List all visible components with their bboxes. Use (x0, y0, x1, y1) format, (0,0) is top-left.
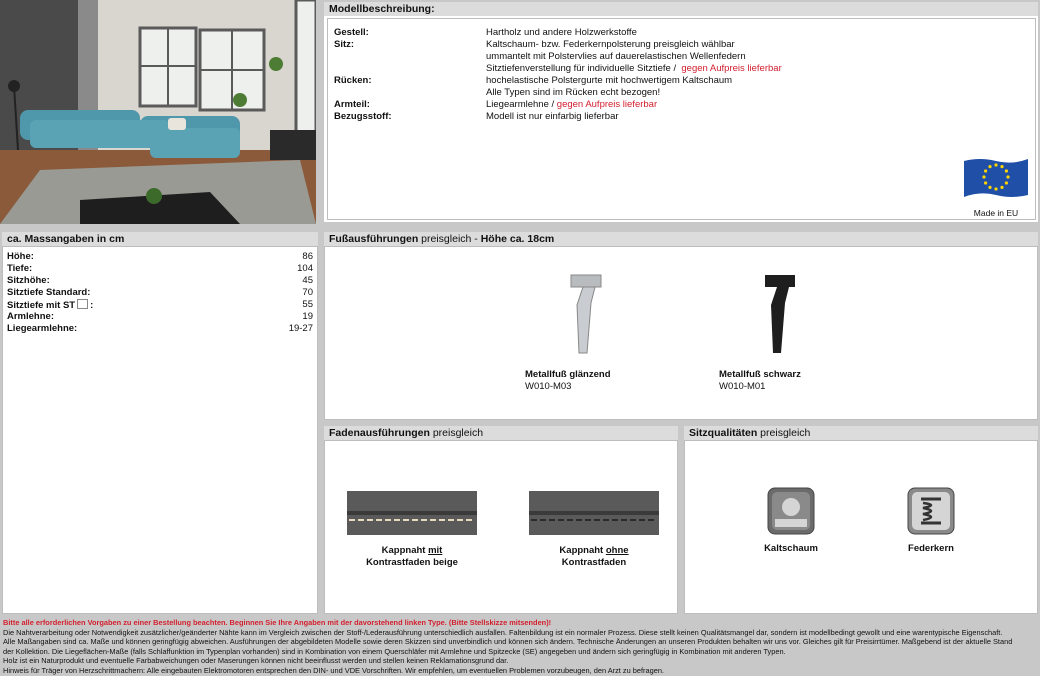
model-description-header: Modellbeschreibung: (324, 2, 1038, 16)
measurement-label: Sitzhöhe: (7, 275, 50, 286)
thread-label-text: Kontrastfaden beige (366, 557, 458, 568)
seat-quality-body (684, 440, 1038, 614)
footer-note: Hinweis für Träger von Herzschrittmachern: Alle eingebauten Elektromotoren entsprechen den DIN- und VDE Vorschriften. Wir empfehlen, um eventuellen Problemen vorzubeugen, den Arzt zu befragen. (3, 665, 664, 675)
spec-value: hochelastische Polstergurte mit hochwertigem Kaltschaum (486, 75, 733, 86)
measurement-row (7, 323, 313, 335)
contrast-stitch-swatch (347, 491, 477, 535)
seat-option-label: Kaltschaum (764, 543, 818, 554)
spec-value: ummantelt mit Polstervlies auf dauerelastischen Wellenfedern (486, 51, 746, 62)
measurements-header: ca. Massangaben in cm (2, 232, 318, 246)
measurement-row (7, 311, 313, 323)
model-description-body (327, 18, 1036, 220)
spec-value: Hartholz und andere Holzwerkstoffe (486, 27, 637, 38)
black-foot-icon (747, 273, 807, 363)
spec-label: Sitz: (334, 39, 355, 50)
spec-value: Kaltschaum- bzw. Federkernpolsterung preisgleich wählbar (486, 39, 735, 50)
seat-quality-panel (682, 424, 1040, 616)
thread-label-text: Kappnaht (381, 545, 429, 556)
footer-note: Die Nahtverarbeitung oder Notwendigkeit zusätzlicher/geänderter Nähte kann im Vergleich zwischen der Stoff-/Lederausführung unterschiedlich ausfallen. Faltenbildung ist ein normaler Prozess. Diese stellt keinen Qualitätsmangel dar, sondern ist modellbedingt gewollt und eine warentypische Eigenschaft. (3, 627, 1003, 637)
cold-foam-icon (767, 487, 815, 535)
foot-option-black[interactable] (719, 273, 839, 413)
foot-option-chrome[interactable] (525, 273, 645, 413)
seat-quality-header: Sitzqualitäten preisgleich (684, 426, 1038, 440)
thread-label-emphasis: mit (428, 545, 443, 556)
thread-header: Fadenausführungen preisgleich (324, 426, 678, 440)
spec-value (486, 63, 782, 75)
measurement-label: Sitztiefe mit ST : (7, 300, 94, 311)
measurement-label: Armlehne: (7, 311, 54, 322)
spec-value-text: Sitztiefenverstellung für individuelle Sitztiefe / (486, 63, 677, 74)
thread-option-contrast[interactable] (347, 491, 477, 581)
eu-flag-icon (960, 155, 1032, 201)
surcharge-note: gegen Aufpreis lieferbar (681, 63, 782, 74)
footer-note: Holz ist ein Naturprodukt und eventuelle Farbabweichungen oder Maserungen können nicht beeinflusst werden und stellen keinen Reklamationsgrund dar. (3, 656, 509, 665)
spec-value (486, 99, 657, 111)
spec-label: Rücken: (334, 75, 372, 86)
spec-value-text: Liegearmlehne / (486, 99, 555, 110)
footer-note: Alle Maßangaben sind ca. Maße und können geringfügig abweichen. Ausführungen der abgebildeten Modelle sowie deren Skizzen sind unverbindlich und können sich ändern. Technische Änderungen an unseren Produkten behalten wir uns vor. Gleiches gilt für Preisirrtümer. Maßgebend ist der aktuelle Stand (3, 637, 1013, 646)
spec-label: Gestell: (334, 27, 369, 38)
foot-code: W010-M03 (525, 381, 572, 392)
thread-label-emphasis: ohne (605, 545, 629, 556)
measurement-label-text: Sitztiefe mit ST (7, 300, 76, 311)
measurement-row (7, 275, 313, 287)
measurements-body (2, 246, 318, 614)
thread-option-no-contrast[interactable] (529, 491, 659, 581)
thread-label (529, 545, 659, 569)
measurement-label: Höhe: (7, 251, 34, 262)
measurement-label: Sitztiefe Standard: (7, 287, 91, 298)
foot-name: Metallfuß glänzend (525, 369, 611, 380)
spec-value: Alle Typen sind im Rücken echt bezogen! (486, 87, 661, 98)
thread-label (347, 545, 477, 569)
footer-note: der Kollektion. Die Liegeflächen-Maße (falls Schlaffunktion im Typenplan vorhanden) sind in Kombination von einem Querschläfer mit Armlehne und Spitzecke (SE) angegeben und ändern sich geringfügig in Kombination mit anderen Typen. (3, 646, 786, 656)
measurement-value: 70 (302, 287, 313, 298)
measurement-value: 45 (302, 275, 313, 286)
tone-stitch-swatch (529, 491, 659, 535)
spec-value: Modell ist nur einfarbig lieferbar (486, 111, 619, 122)
seat-option-cold-foam[interactable] (751, 487, 831, 567)
model-description-panel (322, 0, 1040, 224)
measurement-row (7, 251, 313, 263)
spec-label: Bezugsstoff: (334, 111, 392, 122)
foot-name: Metallfuß schwarz (719, 369, 801, 380)
measurement-value: 19 (302, 311, 313, 322)
measurements-panel (0, 230, 320, 616)
foot-code: W010-M01 (719, 381, 766, 392)
feet-header: Fußausführungen preisgleich - Höhe ca. 18cm (324, 232, 1038, 246)
thread-label-text: Kontrastfaden (561, 557, 627, 568)
measurement-value: 19-27 (288, 323, 313, 334)
spring-core-icon (907, 487, 955, 535)
measurement-value: 104 (297, 263, 313, 274)
made-in-eu-badge (960, 155, 1032, 217)
order-warning: Bitte alle erforderlichen Vorgaben zu einer Bestellung beachten. Beginnen Sie Ihre Angaben mit der davorstehend linken Type. (Bitte Stellskizze mitsenden)! (3, 618, 552, 627)
feet-panel (322, 230, 1040, 422)
thread-body (324, 440, 678, 614)
made-in-eu-label: Made in EU (973, 208, 1019, 218)
measurement-row (7, 299, 313, 311)
measurement-label: Liegearmlehne: (7, 323, 78, 334)
living-room-sofa-image (0, 0, 316, 224)
product-photo (0, 0, 316, 224)
measurement-value: 55 (302, 299, 313, 310)
feet-body (324, 246, 1038, 420)
surcharge-note: gegen Aufpreis lieferbar (556, 99, 658, 110)
seat-depth-icon (77, 299, 88, 309)
chrome-foot-icon (553, 273, 613, 363)
spec-label: Armteil: (334, 99, 370, 110)
seat-option-spring-core[interactable] (891, 487, 971, 567)
measurement-row (7, 263, 313, 275)
measurement-row (7, 287, 313, 299)
measurement-value: 86 (302, 251, 313, 262)
seat-option-label: Federkern (908, 543, 954, 554)
measurement-label: Tiefe: (7, 263, 33, 274)
thread-label-text: Kappnaht (559, 545, 606, 556)
thread-panel (322, 424, 680, 616)
